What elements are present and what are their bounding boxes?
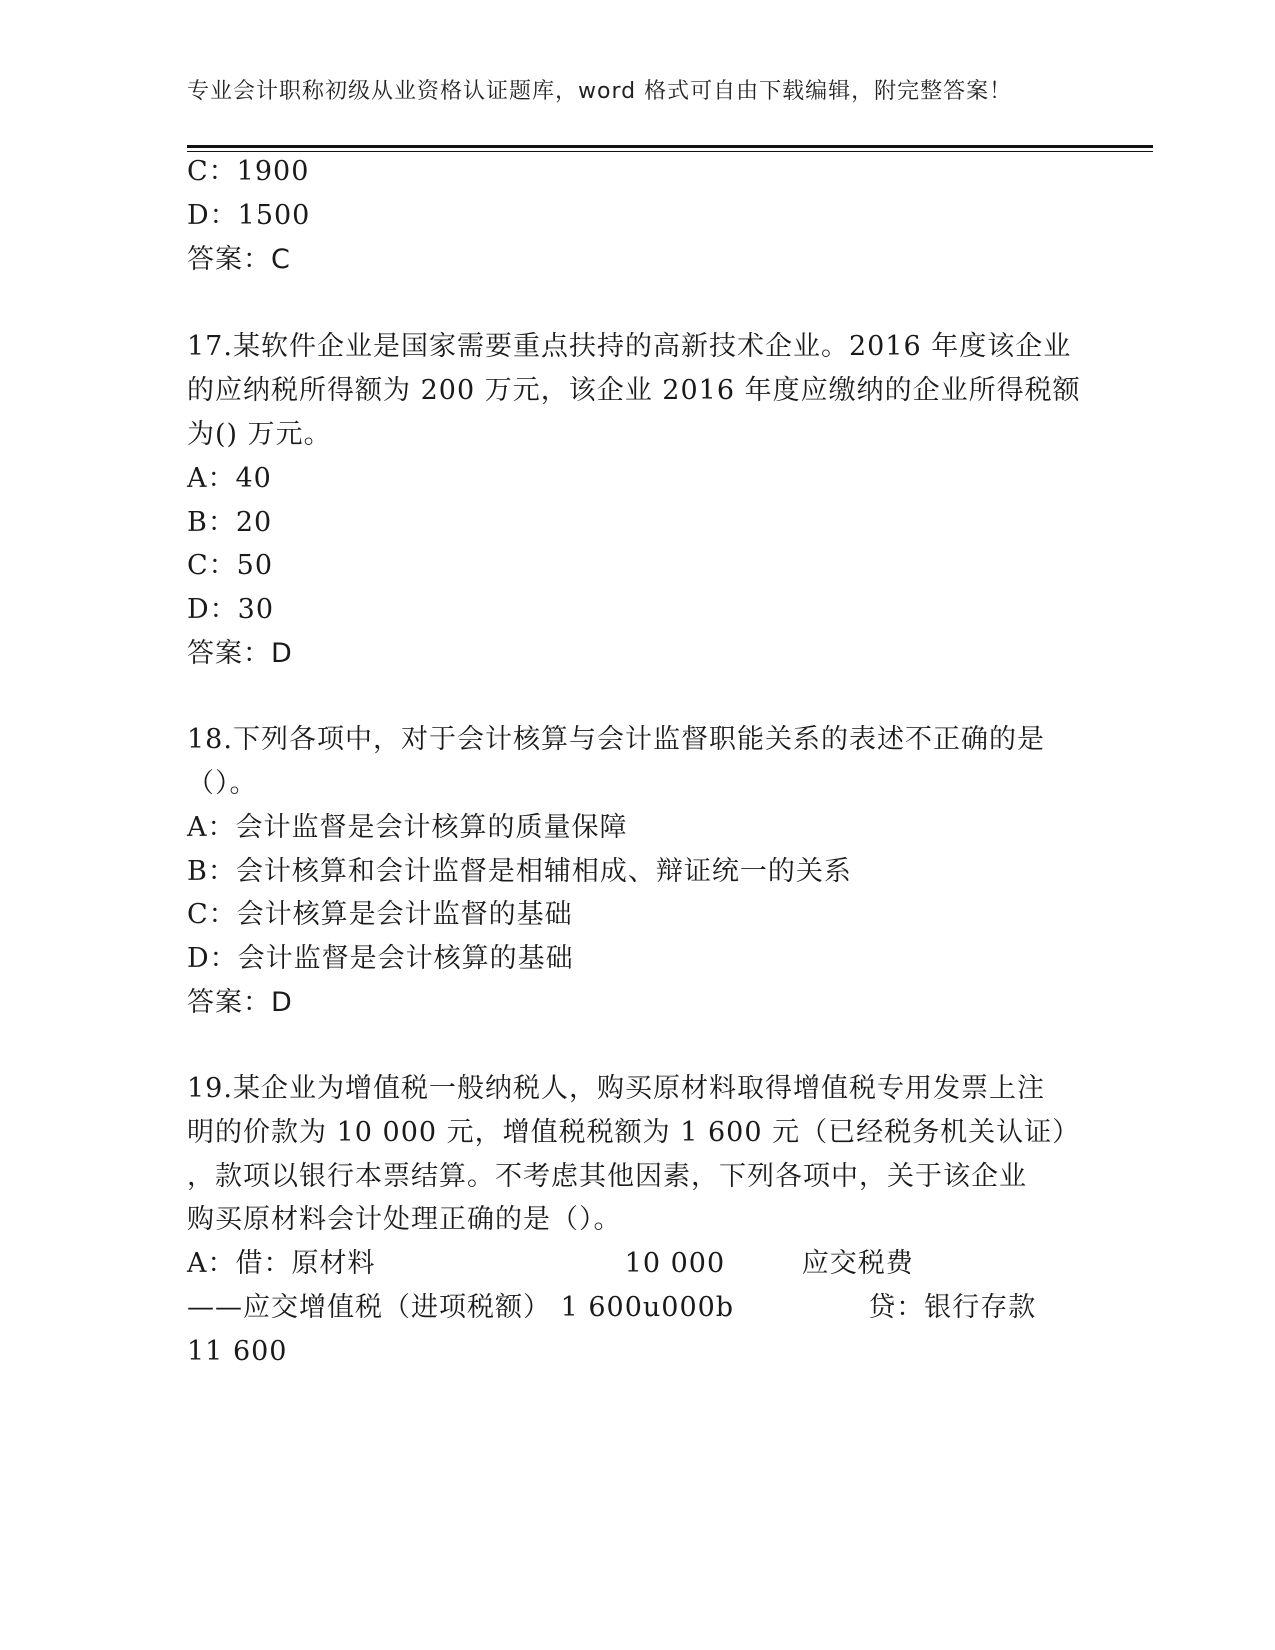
option-a: A：40 bbox=[187, 463, 272, 494]
option-a-continued: ——应交增值税（进项税额） 1 600u000b 贷：银行存款 bbox=[187, 1292, 1037, 1323]
option-d: D：会计监督是会计核算的基础 bbox=[187, 943, 574, 974]
question-stem: 19.某企业为增值税一般纳税人，购买原材料取得增值税专用发票上注 bbox=[187, 1073, 1045, 1104]
option-a: A：借：原材料 10 000 应交税费 bbox=[187, 1248, 914, 1279]
option-b: B：会计核算和会计监督是相辅相成、辩证统一的关系 bbox=[187, 856, 852, 887]
option-c: C：会计核算是会计监督的基础 bbox=[187, 899, 573, 930]
option-d: D：30 bbox=[187, 594, 275, 625]
option-a-continued: 11 600 bbox=[187, 1336, 288, 1367]
question-stem: 17.某软件企业是国家需要重点扶持的高新技术企业。2016 年度该企业 bbox=[187, 331, 1072, 362]
answer-line: 答案：D bbox=[187, 987, 293, 1018]
option-d: D：1500 bbox=[187, 200, 311, 231]
header-rule-thick bbox=[187, 145, 1153, 148]
option-b: B：20 bbox=[187, 507, 273, 538]
question-stem: 为() 万元。 bbox=[187, 419, 332, 450]
option-c: C：1900 bbox=[187, 156, 310, 187]
answer-line: 答案：C bbox=[187, 244, 291, 275]
header-rule-thin bbox=[187, 151, 1153, 152]
option-a: A：会计监督是会计核算的质量保障 bbox=[187, 812, 628, 843]
question-stem: 明的价款为 10 000 元，增值税税额为 1 600 元（已经税务机关认证） bbox=[187, 1117, 1081, 1148]
question-stem: ，款项以银行本票结算。不考虑其他因素，下列各项中，关于该企业 bbox=[187, 1161, 1027, 1192]
question-stem: 的应纳税所得额为 200 万元，该企业 2016 年度应缴纳的企业所得税额 bbox=[187, 375, 1081, 406]
question-stem: 18.下列各项中，对于会计核算与会计监督职能关系的表述不正确的是 bbox=[187, 724, 1045, 755]
question-stem: （）。 bbox=[187, 768, 258, 799]
answer-line: 答案：D bbox=[187, 638, 293, 669]
option-c: C：50 bbox=[187, 550, 274, 581]
page-header: 专业会计职称初级从业资格认证题库，word 格式可自由下载编辑，附完整答案！ bbox=[187, 79, 1013, 104]
question-stem: 购买原材料会计处理正确的是（）。 bbox=[187, 1204, 622, 1235]
